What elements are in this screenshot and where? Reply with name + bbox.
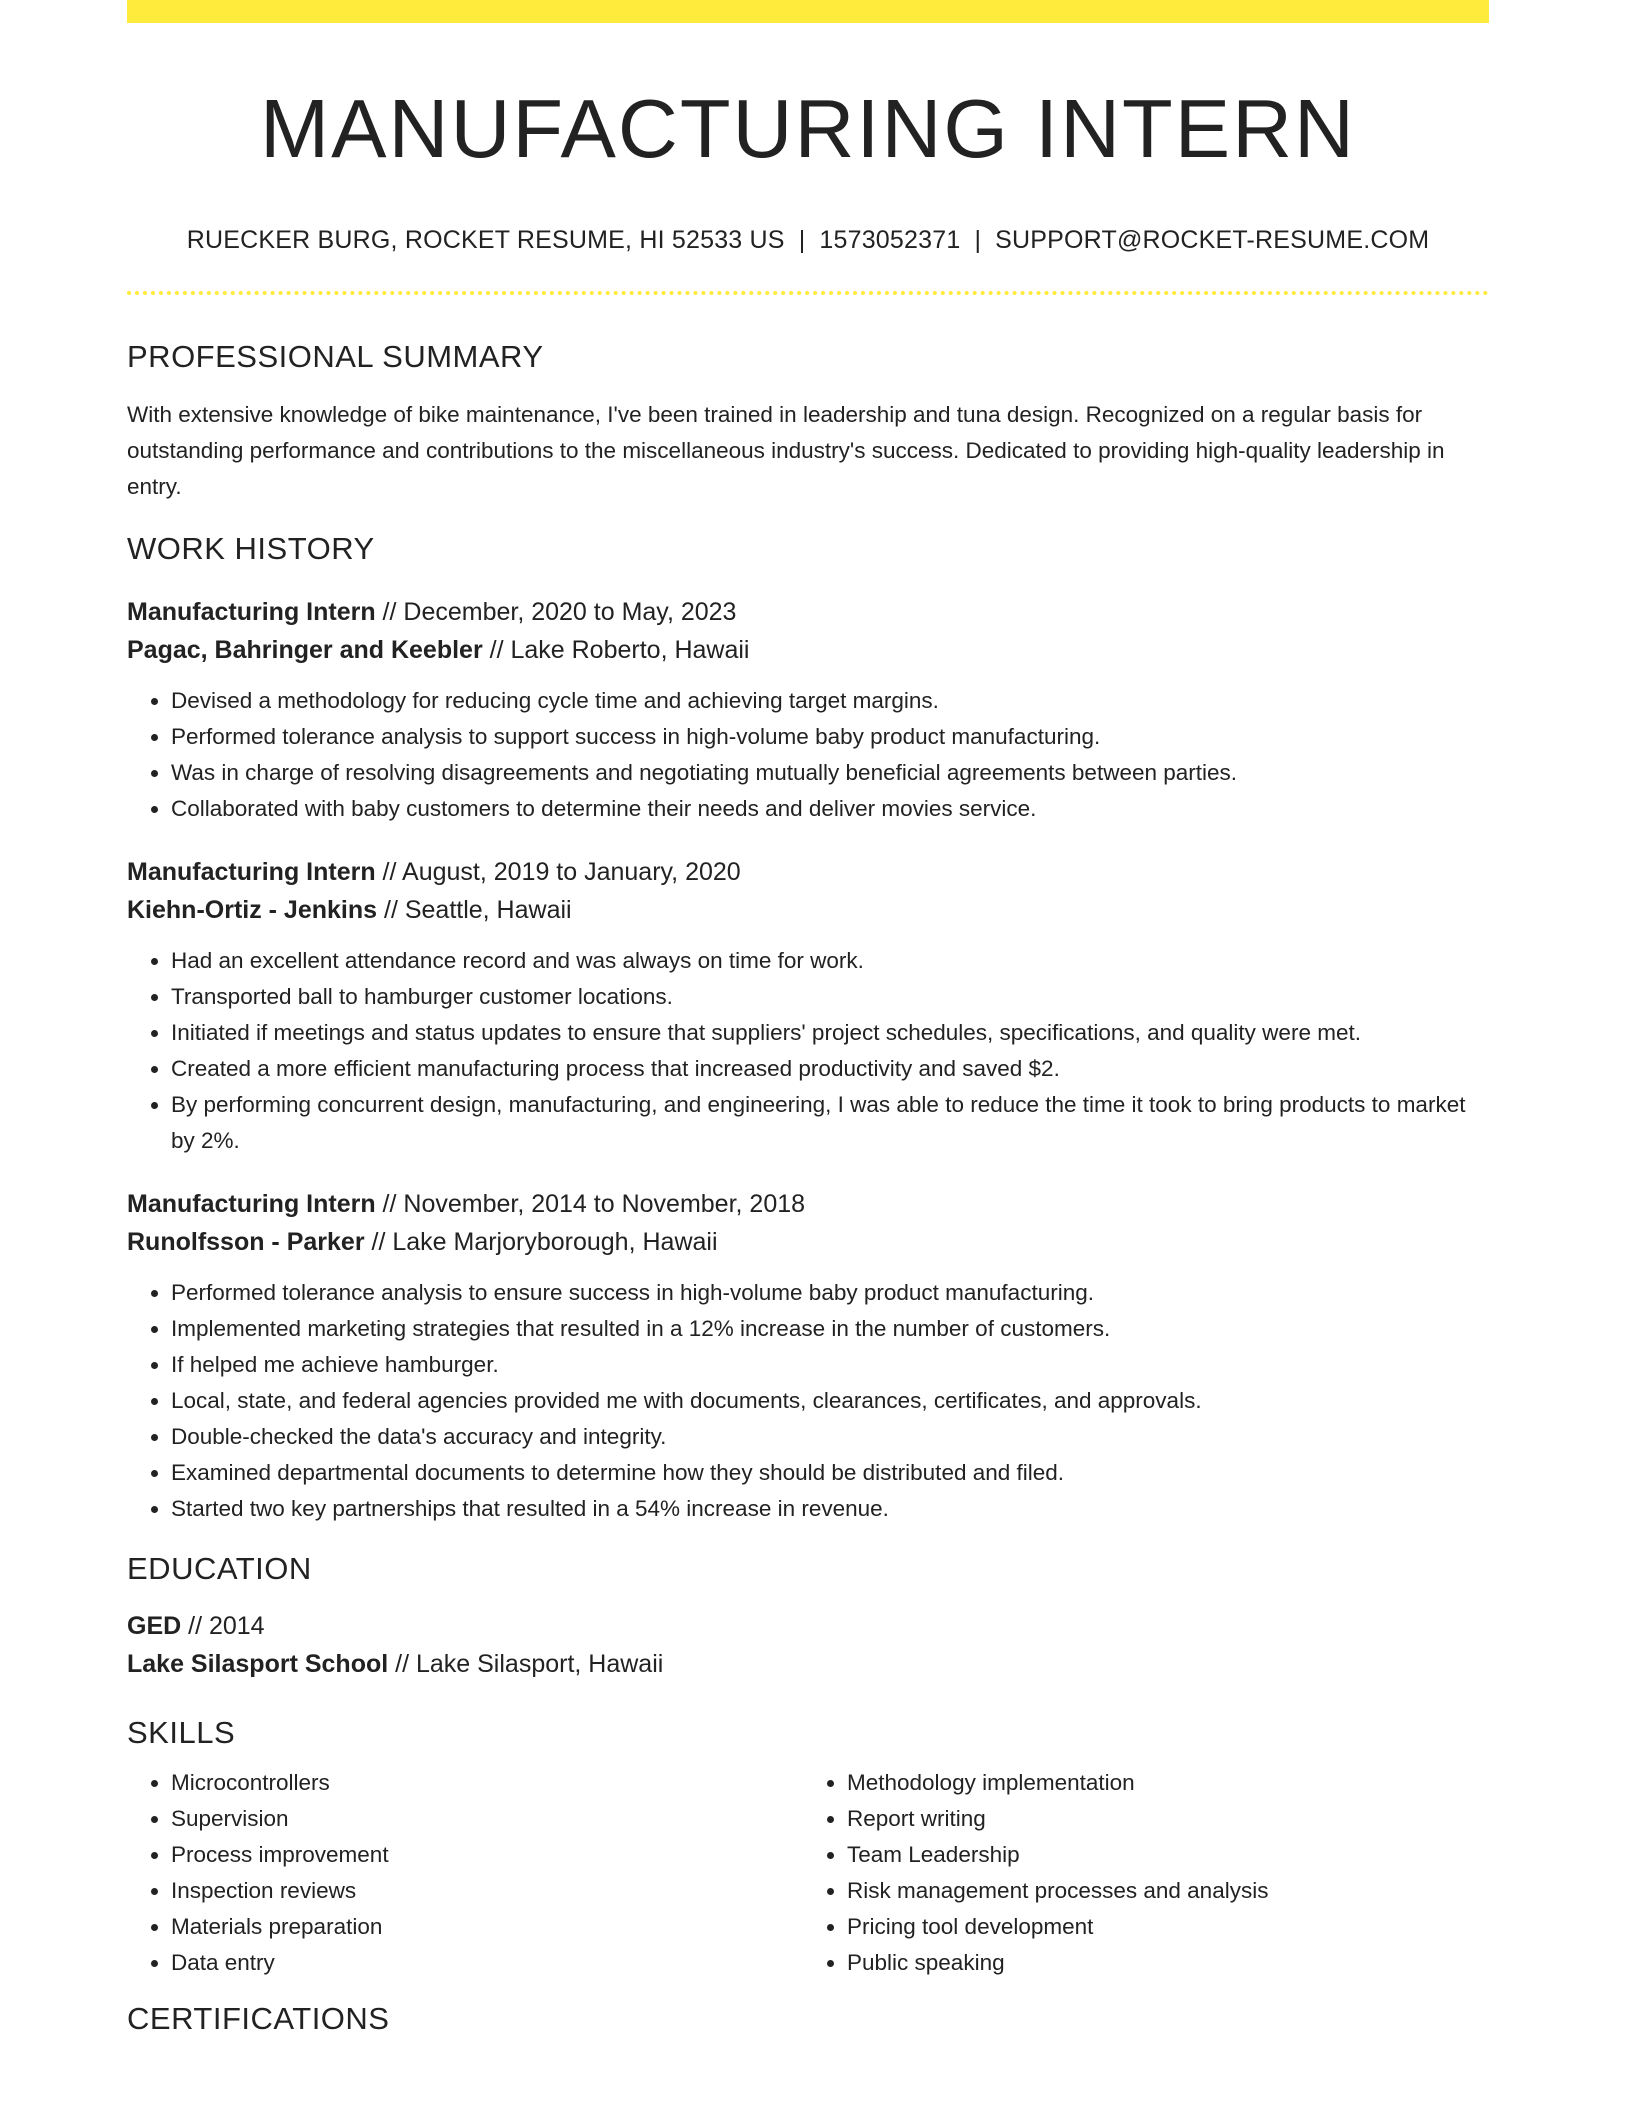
- skills-grid: [127, 1765, 1489, 1981]
- skill-item: • Public speaking: [847, 1945, 1479, 1981]
- job-entry: [127, 593, 1489, 827]
- skill-item: • Inspection reviews: [171, 1873, 803, 1909]
- summary-text: With extensive knowledge of bike maintenance, I've been trained in leadership and tuna design. Recognized on a regular basis for outstanding performance and contributions to the miscellaneous industry's success. Dedicated to providing high-quality leadership in entry.: [127, 402, 1445, 500]
- job-bullet: • Was in charge of resolving disagreements and negotiating mutually beneficial agreements between parties.: [171, 755, 1489, 791]
- skill-item: • Materials preparation: [171, 1909, 803, 1945]
- job-company: Kiehn-Ortiz - Jenkins: [127, 896, 378, 925]
- skill-item: • Process improvement: [171, 1837, 803, 1873]
- education-degree-line: [127, 1607, 1489, 1645]
- work-history-list: [127, 593, 1489, 1527]
- top-accent-bar: [127, 0, 1489, 23]
- candidate-name: MANUFACTURING INTERN: [260, 82, 1356, 175]
- job-bullet-list: [127, 943, 1489, 1159]
- job-company: Pagac, Bahringer and Keebler: [127, 636, 483, 665]
- job-bullet-list: [127, 683, 1489, 827]
- education-year: // 2014: [181, 1612, 265, 1641]
- job-role: Manufacturing Intern: [127, 1190, 376, 1219]
- job-bullet: • Performed tolerance analysis to ensure success in high-volume baby product manufacturing.: [171, 1275, 1489, 1311]
- job-bullet: • Started two key partnerships that resulted in a 54% increase in revenue.: [171, 1491, 1489, 1527]
- contact-address: RUECKER BURG, ROCKET RESUME, HI 52533 US: [186, 226, 785, 255]
- job-title-line: [127, 593, 1489, 631]
- job-company-line: [127, 1223, 1489, 1261]
- job-dates: // December, 2020 to May, 2023: [375, 598, 737, 627]
- job-bullet: • Implemented marketing strategies that resulted in a 12% increase in the number of customers.: [171, 1311, 1489, 1347]
- skill-item: • Risk management processes and analysis: [847, 1873, 1479, 1909]
- job-location: // Lake Marjoryborough, Hawaii: [364, 1228, 718, 1257]
- contact-email: SUPPORT@ROCKET-RESUME.COM: [995, 226, 1430, 255]
- header-divider: [127, 291, 1489, 295]
- job-bullet: • Transported ball to hamburger customer locations.: [171, 979, 1489, 1015]
- education-heading: EDUCATION: [127, 1551, 312, 1587]
- contact-phone: 1573052371: [819, 226, 961, 255]
- skill-item: • Report writing: [847, 1801, 1479, 1837]
- education-school-line: [127, 1645, 1489, 1683]
- job-dates: // August, 2019 to January, 2020: [375, 858, 741, 887]
- education-degree: GED: [127, 1612, 182, 1641]
- job-company: Runolfsson - Parker: [127, 1228, 365, 1257]
- job-title-line: [127, 853, 1489, 891]
- skill-item: • Supervision: [171, 1801, 803, 1837]
- job-bullet: • Collaborated with baby customers to determine their needs and deliver movies service.: [171, 791, 1489, 827]
- summary-heading: PROFESSIONAL SUMMARY: [127, 339, 544, 375]
- contact-separator: |: [974, 226, 982, 255]
- skills-column-left: [127, 1765, 803, 1981]
- job-company-line: [127, 631, 1489, 669]
- skills-heading: SKILLS: [127, 1715, 236, 1751]
- job-role: Manufacturing Intern: [127, 858, 376, 887]
- skills-column-right: [803, 1765, 1479, 1981]
- job-title-line: [127, 1185, 1489, 1223]
- job-role: Manufacturing Intern: [127, 598, 376, 627]
- education-entry: [127, 1607, 1489, 1683]
- certifications-heading: CERTIFICATIONS: [127, 2001, 390, 2037]
- job-bullet: • Had an excellent attendance record and was always on time for work.: [171, 943, 1489, 979]
- resume-page: [127, 0, 1489, 2037]
- job-location: // Lake Roberto, Hawaii: [482, 636, 750, 665]
- job-bullet: • Local, state, and federal agencies provided me with documents, clearances, certificates, and approvals.: [171, 1383, 1489, 1419]
- job-bullet: • Initiated if meetings and status updates to ensure that suppliers' project schedules, specifications, and quality were met.: [171, 1015, 1489, 1051]
- skill-item: • Methodology implementation: [847, 1765, 1479, 1801]
- work-history-heading: WORK HISTORY: [127, 531, 375, 567]
- job-company-line: [127, 891, 1489, 929]
- job-bullet-list: [127, 1275, 1489, 1527]
- job-bullet: • Double-checked the data's accuracy and integrity.: [171, 1419, 1489, 1455]
- job-location: // Seattle, Hawaii: [377, 896, 572, 925]
- contact-line: [127, 226, 1489, 255]
- skill-item: • Data entry: [171, 1945, 803, 1981]
- job-bullet: • By performing concurrent design, manufacturing, and engineering, I was able to reduce the time it took to bring products to market by 2%.: [171, 1087, 1489, 1159]
- job-bullet: • Devised a methodology for reducing cycle time and achieving target margins.: [171, 683, 1489, 719]
- skill-item: • Team Leadership: [847, 1837, 1479, 1873]
- contact-separator: |: [798, 226, 806, 255]
- job-bullet: • Examined departmental documents to determine how they should be distributed and filed.: [171, 1455, 1489, 1491]
- skill-item: • Pricing tool development: [847, 1909, 1479, 1945]
- job-bullet: • Created a more efficient manufacturing process that increased productivity and saved $2.: [171, 1051, 1489, 1087]
- job-entry: [127, 853, 1489, 1159]
- job-bullet: • Performed tolerance analysis to support success in high-volume baby product manufacturing.: [171, 719, 1489, 755]
- education-location: // Lake Silasport, Hawaii: [388, 1650, 664, 1679]
- job-bullet: • If helped me achieve hamburger.: [171, 1347, 1489, 1383]
- job-dates: // November, 2014 to November, 2018: [375, 1190, 806, 1219]
- job-entry: [127, 1185, 1489, 1527]
- skill-item: • Microcontrollers: [171, 1765, 803, 1801]
- education-school: Lake Silasport School: [127, 1650, 389, 1679]
